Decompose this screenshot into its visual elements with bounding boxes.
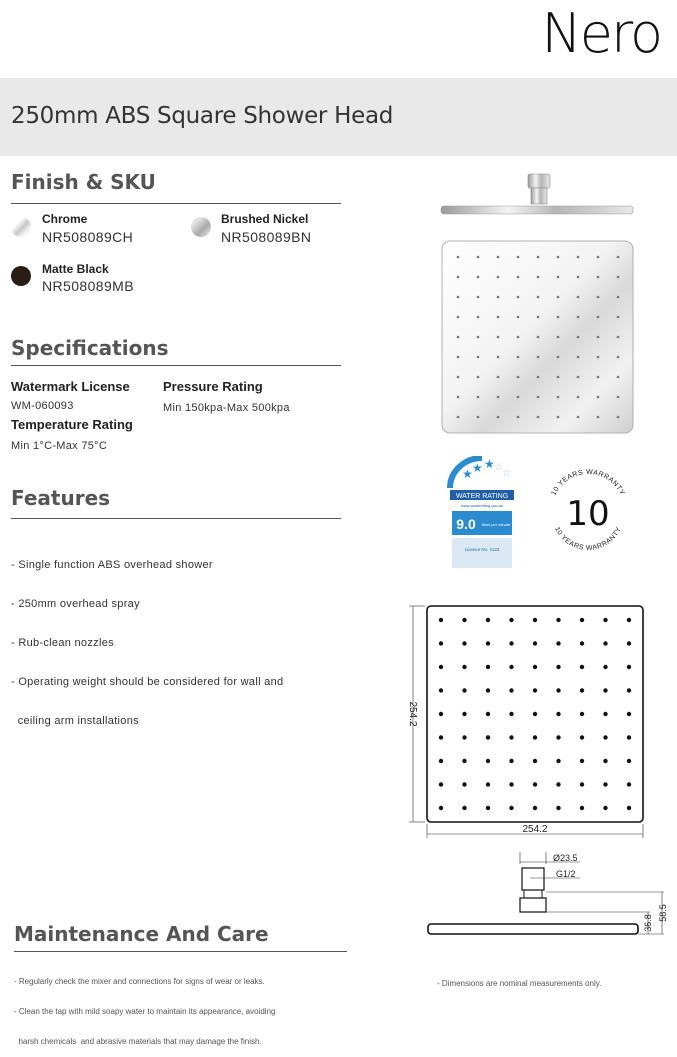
- nozzle-dot: [517, 276, 520, 279]
- finish-name-chrome: Chrome: [42, 212, 88, 226]
- nozzle-dot: [597, 296, 600, 299]
- features-divider: [11, 518, 341, 519]
- nozzle-dot: [462, 735, 466, 739]
- nozzle-dot: [597, 316, 600, 319]
- nozzle-dot: [533, 759, 537, 763]
- nozzle-dot: [556, 806, 560, 810]
- nozzle-dot: [457, 276, 460, 279]
- nozzle-dot: [557, 316, 560, 319]
- water-rating-licence: Licence No. 1123: [464, 547, 500, 552]
- finish-heading: Finish & SKU: [11, 170, 156, 194]
- nozzle-dot: [627, 641, 631, 645]
- dimension-drawing-front: [395, 598, 650, 840]
- temperature-value: Min 1°C-Max 75°C: [11, 440, 108, 452]
- care-item: - Regularly check the mixer and connections for signs of wear or leaks.: [14, 977, 265, 986]
- nozzle-dot: [603, 618, 607, 622]
- nozzle-dot: [603, 806, 607, 810]
- nozzle-dot: [537, 416, 540, 419]
- nozzle-dot: [457, 316, 460, 319]
- nozzle-dot: [497, 296, 500, 299]
- nozzle-dot: [597, 276, 600, 279]
- nozzle-dot: [497, 396, 500, 399]
- star-icon: ★: [462, 467, 473, 481]
- nozzle-dot: [439, 712, 443, 716]
- nozzle-dot: [577, 316, 580, 319]
- nozzle-dot: [533, 665, 537, 669]
- nozzle-dot: [597, 396, 600, 399]
- nozzle-dot: [627, 782, 631, 786]
- nozzle-dot: [580, 712, 584, 716]
- nozzle-dot: [617, 316, 620, 319]
- nozzle-dot: [477, 396, 480, 399]
- star-icon: ★: [484, 457, 495, 471]
- product-side-view: [438, 172, 638, 222]
- nozzle-dot: [457, 256, 460, 259]
- maintenance-list: [14, 957, 275, 1057]
- nozzle-dot: [517, 256, 520, 259]
- nozzle-dot: [537, 356, 540, 359]
- nozzle-dot: [486, 806, 490, 810]
- nozzle-dot: [517, 396, 520, 399]
- nozzle-dot: [617, 416, 620, 419]
- water-rating-badge: [446, 456, 518, 570]
- nozzle-dot: [462, 806, 466, 810]
- nozzle-dot: [517, 316, 520, 319]
- nozzle-dot: [439, 806, 443, 810]
- nozzle-dot: [597, 336, 600, 339]
- nozzle-dot: [533, 712, 537, 716]
- watermark-value: WM-060093: [11, 400, 74, 412]
- nozzle-dot: [627, 665, 631, 669]
- dimension-diameter: Ø23.5: [553, 853, 578, 863]
- nozzle-dot: [486, 735, 490, 739]
- nozzle-dot: [580, 735, 584, 739]
- nozzle-dot: [509, 712, 513, 716]
- nozzle-dot: [462, 641, 466, 645]
- feature-item: - 250mm overhead spray: [11, 598, 140, 610]
- nozzle-dot: [580, 688, 584, 692]
- brushed-nickel-swatch: [191, 217, 211, 237]
- nozzle-dot: [509, 665, 513, 669]
- nozzle-dot: [439, 641, 443, 645]
- nozzle-dot: [557, 396, 560, 399]
- specifications-divider: [11, 365, 341, 366]
- dimension-drawing-side: [420, 852, 670, 944]
- nozzle-dot: [509, 641, 513, 645]
- nozzle-dot: [462, 688, 466, 692]
- nozzle-dot: [557, 296, 560, 299]
- nozzle-dot: [457, 296, 460, 299]
- nozzle-dot: [509, 759, 513, 763]
- dimension-depth-inner: 36.8: [643, 914, 653, 932]
- chrome-swatch: [11, 217, 31, 237]
- nozzle-dot: [556, 735, 560, 739]
- watermark-label: Watermark License: [11, 379, 130, 394]
- nozzle-dot: [517, 416, 520, 419]
- warranty-badge: [540, 462, 635, 557]
- title-bar: [0, 78, 677, 156]
- dimension-width: 254.2: [522, 824, 548, 835]
- nozzle-dot: [627, 618, 631, 622]
- nozzle-dot: [497, 356, 500, 359]
- pressure-value: Min 150kpa-Max 500kpa: [163, 402, 290, 414]
- dimension-depth-outer: 58.5: [658, 904, 668, 922]
- features-list: [11, 533, 283, 741]
- nozzle-dot: [603, 735, 607, 739]
- feature-item: ceiling arm installations: [11, 715, 139, 727]
- star-icon: ★: [472, 461, 483, 475]
- nozzle-dot: [556, 665, 560, 669]
- warranty-bottom-text: 10 YEARS WARRANTY: [553, 525, 623, 553]
- nozzle-dot: [603, 665, 607, 669]
- finish-sku-matte-black: NR508089MB: [42, 278, 134, 294]
- water-rating-site: www.waterrating.gov.au: [460, 503, 504, 508]
- nozzle-dot: [603, 759, 607, 763]
- nozzle-dot: [486, 641, 490, 645]
- nozzle-dot: [462, 665, 466, 669]
- svg-text:10 YEARS WARRANTY: [550, 469, 625, 497]
- warranty-years: 10: [566, 494, 610, 534]
- feature-item: - Rub-clean nozzles: [11, 637, 114, 649]
- nozzle-dot: [533, 735, 537, 739]
- nozzle-dot: [439, 618, 443, 622]
- nozzle-dot: [580, 759, 584, 763]
- nozzle-dot: [457, 356, 460, 359]
- nozzle-dot: [477, 416, 480, 419]
- specifications-heading: Specifications: [11, 336, 169, 360]
- nozzle-dot: [556, 759, 560, 763]
- nozzle-dot: [462, 782, 466, 786]
- nozzle-dot: [597, 256, 600, 259]
- nozzle-dot: [537, 396, 540, 399]
- nozzle-dot: [537, 256, 540, 259]
- nozzle-dot: [497, 376, 500, 379]
- nozzle-dot: [509, 688, 513, 692]
- water-rating-unit: litres per minute: [481, 522, 511, 527]
- nozzle-dot: [577, 396, 580, 399]
- nozzle-dot: [603, 688, 607, 692]
- feature-item: - Operating weight should be considered for wall and: [11, 676, 284, 688]
- nozzle-dot: [537, 316, 540, 319]
- nozzle-dot: [477, 356, 480, 359]
- nozzle-dot: [597, 416, 600, 419]
- nozzle-dot: [603, 641, 607, 645]
- warranty-top-text: 10 YEARS WARRANTY: [550, 468, 626, 497]
- nozzle-dot: [517, 356, 520, 359]
- page-title: 250mm ABS Square Shower Head: [11, 103, 394, 129]
- nozzle-dot: [477, 256, 480, 259]
- dimension-thread: G1/2: [556, 869, 576, 879]
- nozzle-dot: [537, 276, 540, 279]
- nozzle-dot: [617, 356, 620, 359]
- nozzle-dot: [457, 376, 460, 379]
- nozzle-dot: [533, 641, 537, 645]
- nozzle-dot: [577, 276, 580, 279]
- nozzle-dot: [517, 296, 520, 299]
- nozzle-dot: [556, 641, 560, 645]
- maintenance-heading: Maintenance And Care: [14, 922, 269, 946]
- finish-sku-brushed-nickel: NR508089BN: [221, 229, 312, 245]
- nozzle-dot: [486, 688, 490, 692]
- nozzle-dot: [617, 256, 620, 259]
- nozzle-dot: [577, 356, 580, 359]
- nozzle-dot: [439, 665, 443, 669]
- nozzle-dot: [477, 276, 480, 279]
- water-rating-score: 9.0: [456, 516, 476, 532]
- nozzle-dot: [627, 712, 631, 716]
- feature-item: - Single function ABS overhead shower: [11, 559, 213, 571]
- nozzle-dot: [497, 416, 500, 419]
- nozzle-dot: [556, 712, 560, 716]
- nozzle-dot: [557, 336, 560, 339]
- nozzle-dot: [497, 276, 500, 279]
- star-icon: ☆: [494, 462, 503, 473]
- nozzle-dot: [497, 336, 500, 339]
- nozzle-dot: [439, 782, 443, 786]
- nozzle-dot: [580, 665, 584, 669]
- nozzle-dot: [580, 806, 584, 810]
- nozzle-dot: [597, 356, 600, 359]
- features-heading: Features: [11, 486, 111, 510]
- nozzle-dot: [477, 296, 480, 299]
- finish-name-brushed-nickel: Brushed Nickel: [221, 212, 309, 226]
- pressure-label: Pressure Rating: [163, 379, 263, 394]
- nozzle-dot: [627, 806, 631, 810]
- nozzle-dot: [617, 336, 620, 339]
- nozzle-dot: [486, 782, 490, 786]
- nozzle-dot: [462, 618, 466, 622]
- nozzle-dot: [533, 618, 537, 622]
- nozzle-dot: [486, 618, 490, 622]
- nozzle-dot: [603, 782, 607, 786]
- nozzle-dot: [509, 782, 513, 786]
- maintenance-divider: [14, 951, 347, 952]
- nozzle-dot: [486, 712, 490, 716]
- finish-divider: [11, 203, 341, 204]
- nozzle-dot: [517, 376, 520, 379]
- nozzle-dot: [537, 336, 540, 339]
- nozzle-dot: [617, 296, 620, 299]
- nozzle-dot: [477, 336, 480, 339]
- nozzle-dot: [580, 782, 584, 786]
- nozzle-dot: [557, 356, 560, 359]
- product-front-view: [441, 240, 634, 434]
- nozzle-dot: [557, 376, 560, 379]
- nozzle-dot: [477, 316, 480, 319]
- nozzle-dot: [509, 618, 513, 622]
- nozzle-dot: [627, 735, 631, 739]
- nozzle-dot: [533, 688, 537, 692]
- nozzle-dot: [577, 416, 580, 419]
- nozzle-dot: [617, 376, 620, 379]
- nozzle-dot: [580, 641, 584, 645]
- nozzle-dot: [497, 256, 500, 259]
- nozzle-dot: [556, 618, 560, 622]
- nozzle-dot: [557, 256, 560, 259]
- brand-logo: Nero: [541, 2, 661, 65]
- nozzle-dot: [457, 336, 460, 339]
- nozzle-dot: [497, 316, 500, 319]
- nozzle-dot: [597, 376, 600, 379]
- dimensions-note: - Dimensions are nominal measurements only.: [437, 979, 602, 988]
- finish-sku-chrome: NR508089CH: [42, 229, 134, 245]
- water-rating-banner: WATER RATING: [455, 493, 509, 500]
- care-item: harsh chemicals and abrasive materials that may damage the finish.: [14, 1037, 262, 1046]
- nozzle-dot: [462, 712, 466, 716]
- nozzle-dot: [537, 376, 540, 379]
- nozzle-dot: [477, 376, 480, 379]
- nozzle-dot: [533, 782, 537, 786]
- nozzle-dot: [457, 396, 460, 399]
- nozzle-dot: [439, 759, 443, 763]
- nozzle-dot: [577, 296, 580, 299]
- nozzle-dot: [486, 665, 490, 669]
- nozzle-dot: [627, 759, 631, 763]
- nozzle-dot: [509, 806, 513, 810]
- matte-black-swatch: [11, 266, 31, 286]
- nozzle-dot: [457, 416, 460, 419]
- temperature-label: Temperature Rating: [11, 417, 133, 432]
- care-item: - Clean the tap with mild soapy water to maintain its appearance, avoiding: [14, 1007, 276, 1016]
- nozzle-dot: [537, 296, 540, 299]
- nozzle-dot: [627, 688, 631, 692]
- nozzle-dot: [617, 276, 620, 279]
- nozzle-dot: [556, 782, 560, 786]
- dimension-height: 254.2: [407, 701, 418, 727]
- nozzle-dot: [603, 712, 607, 716]
- nozzle-dot: [580, 618, 584, 622]
- nozzle-dot: [557, 416, 560, 419]
- nozzle-dot: [577, 376, 580, 379]
- nozzle-dot: [557, 276, 560, 279]
- nozzle-dot: [517, 336, 520, 339]
- nozzle-dot: [617, 396, 620, 399]
- nozzle-dot: [486, 759, 490, 763]
- nozzle-dot: [462, 759, 466, 763]
- nozzle-dot: [556, 688, 560, 692]
- nozzle-dot: [439, 735, 443, 739]
- nozzle-dot: [533, 806, 537, 810]
- finish-name-matte-black: Matte Black: [42, 262, 109, 276]
- nozzle-dot: [509, 735, 513, 739]
- nozzle-dot: [439, 688, 443, 692]
- nozzle-dot: [577, 256, 580, 259]
- star-icon: ☆: [502, 468, 511, 479]
- nozzle-dot: [577, 336, 580, 339]
